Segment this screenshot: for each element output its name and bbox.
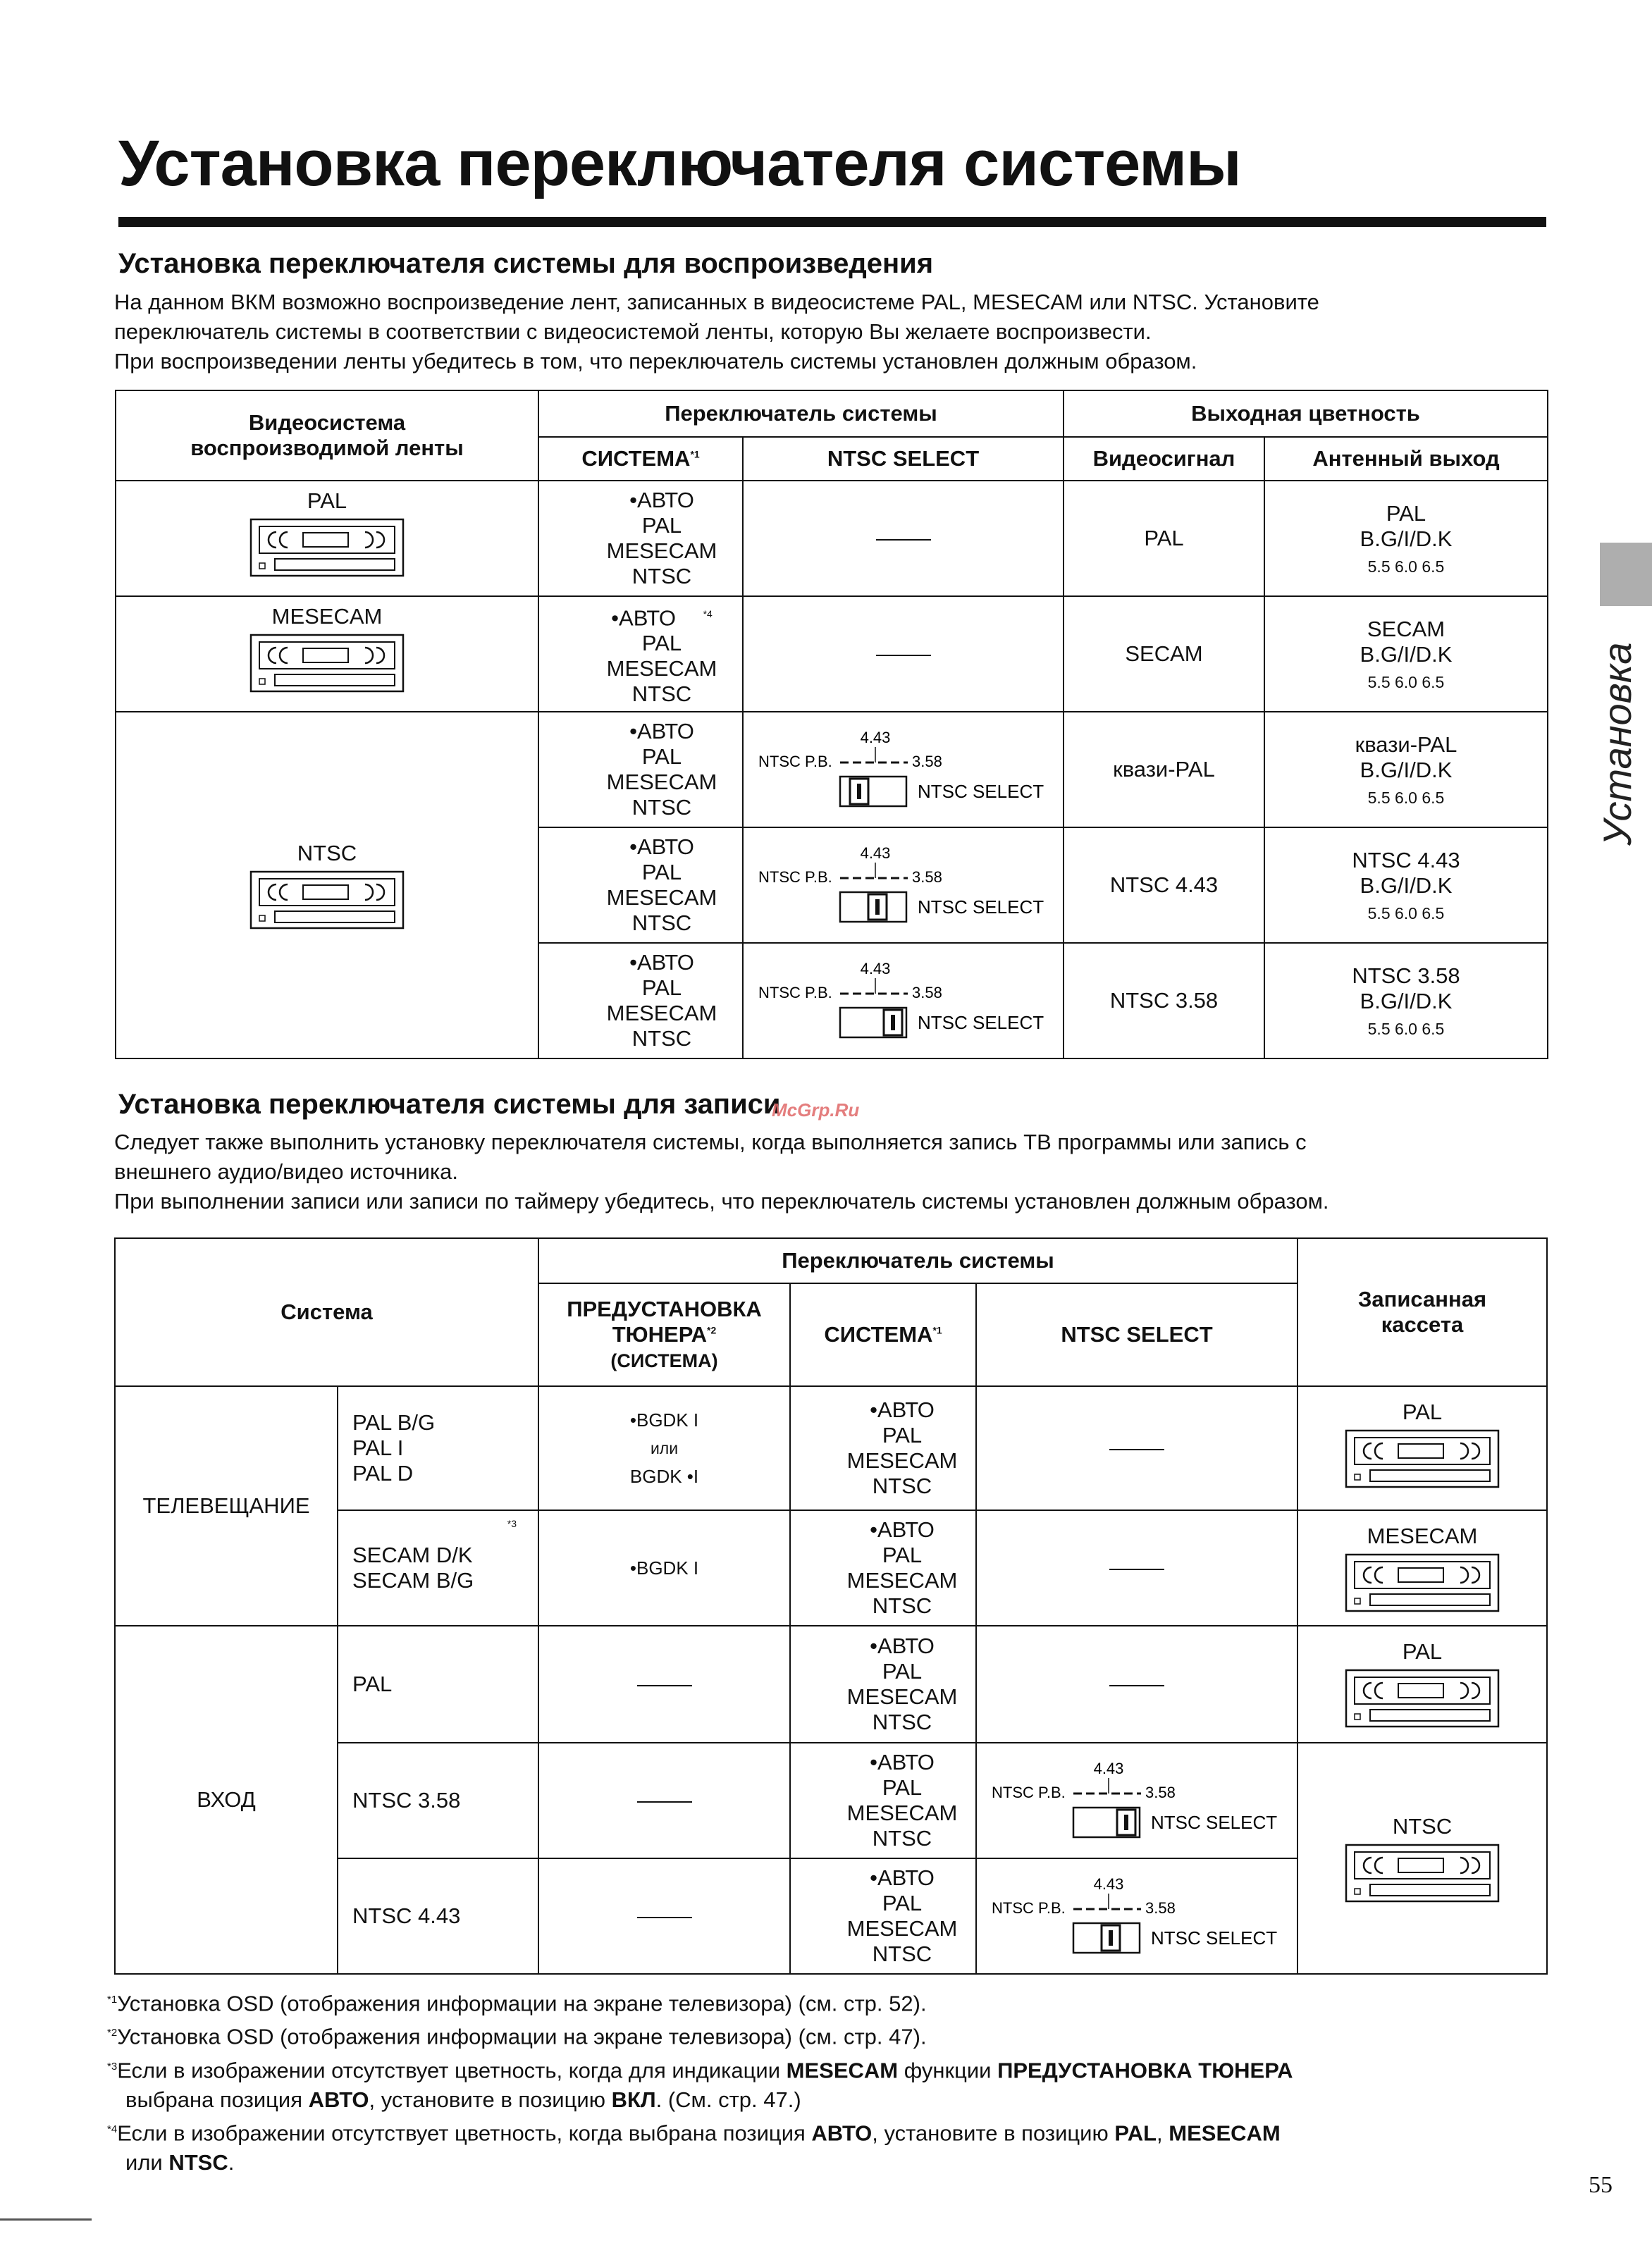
dash: [1109, 1569, 1164, 1570]
option-item: MESECAM: [846, 1448, 958, 1473]
table-row: [115, 1626, 1547, 1743]
option-item: NTSC: [631, 795, 692, 820]
video-signal-cell: квази-PAL: [1064, 712, 1264, 827]
side-tab-marker: [1600, 543, 1652, 606]
tuner-preset-cell: [538, 1626, 790, 1743]
option-item: MESECAM: [846, 1801, 958, 1825]
tuner-preset-cell: •BGDK I: [538, 1510, 790, 1626]
footnote-3: $^{*3}$Если в изображении отсутствует цветность, когда для индикации MESECAM функции ПРЕДУСТАНОВКА ТЮНЕРА: [107, 2057, 1293, 2082]
header-sistema: СИСТЕМА$^{*1}$: [790, 1283, 976, 1386]
cassette-icon: [1345, 1553, 1500, 1612]
switch-label-ntsc-select: NTSC SELECT: [917, 781, 1044, 802]
option-item: •АВТО: [629, 950, 694, 975]
option-item: •АВТО: [870, 1634, 935, 1658]
switch-label-ntsc-select: NTSC SELECT: [1151, 1812, 1278, 1833]
dash: [637, 1801, 692, 1803]
option-item: PAL: [882, 1775, 923, 1800]
playback-paragraph-line: На данном ВКМ возможно воспроизведение лент, записанных в видеосистеме PAL, MESECAM или NTSC. Установите: [114, 290, 1319, 314]
switch-label-358: 3.58: [911, 868, 942, 886]
option-item: •АВТО: [629, 834, 694, 859]
ntsc-select-cell: [743, 481, 1064, 596]
sistema-options: [790, 1386, 976, 1510]
option-item: MESECAM: [846, 1916, 958, 1941]
video-signal-cell: NTSC 3.58: [1064, 943, 1264, 1058]
footnote-3-cont: выбрана позиция АВТО, установите в позицию ВКЛ. (См. стр. 47.): [125, 2087, 801, 2112]
ntsc-select-cell: [743, 712, 1064, 827]
footnote-4: $^{*4}$Если в изображении отсутствует цветность, когда выбрана позиция АВТО, установите в позицию PAL, MESECAM: [107, 2120, 1281, 2146]
table-row: [115, 1386, 1547, 1510]
option-item: •АВТО: [629, 719, 694, 743]
option-item: NTSC: [631, 1026, 692, 1051]
option-item: NTSC: [872, 1941, 932, 1966]
header-sistema: СИСТЕМА$^{*1}$: [538, 437, 743, 481]
sistema-options: [538, 481, 743, 596]
switch-label-ntsc-select: NTSC SELECT: [917, 896, 1044, 918]
option-item: PAL: [641, 975, 682, 1000]
switch-label-358: 3.58: [911, 753, 942, 770]
table-row: [116, 712, 1548, 827]
switch-label-443: 4.43: [860, 729, 890, 746]
option-item: NTSC: [631, 681, 692, 707]
sistema-options: [538, 827, 743, 943]
header-tuner-preset: ПРЕДУСТАНОВКА ТЮНЕРА$^{*2}$ (СИСТЕМА): [538, 1283, 790, 1386]
option-item: PAL: [882, 1543, 923, 1567]
switch-label-ntsc-pb: NTSC P.B.: [758, 984, 832, 1001]
option-item: PAL: [641, 631, 682, 656]
record-paragraph: [114, 1128, 1552, 1216]
ntsc-select-switch: [756, 958, 1052, 1043]
sistema-options: [538, 943, 743, 1058]
option-item: NTSC: [631, 910, 692, 935]
dash: [637, 1917, 692, 1918]
option-item: •АВТО: [870, 1865, 935, 1890]
dash: [1109, 1685, 1164, 1686]
tape-cell: MESECAM: [116, 596, 538, 712]
option-item: MESECAM: [606, 770, 717, 794]
switch-label-ntsc-select: NTSC SELECT: [917, 1012, 1044, 1033]
record-heading: Установка переключателя системы для записи: [118, 1089, 781, 1120]
antenna-cell: NTSC 4.43 B.G/I/D.K 5.5 6.0 6.5: [1264, 827, 1548, 943]
record-paragraph-line: Следует также выполнить установку переключателя системы, когда выполняется запись ТВ программы или запись с: [114, 1130, 1307, 1154]
switch-label-443: 4.43: [1093, 1875, 1124, 1893]
header-video-signal: Видеосигнал: [1064, 437, 1264, 481]
header-recorded-cassette: Записанная кассета: [1297, 1238, 1547, 1386]
switch-label-358: 3.58: [1145, 1899, 1176, 1917]
option-item: MESECAM: [606, 885, 717, 910]
footnote-4-cont: или NTSC.: [125, 2150, 235, 2175]
svg-text:Установка: Установка: [1595, 642, 1639, 846]
antenna-cell: PAL B.G/I/D.K 5.5 6.0 6.5: [1264, 481, 1548, 596]
record-paragraph-line: При выполнении записи или записи по таймеру убедитесь, что переключатель системы установлен должным образом.: [114, 1189, 1329, 1214]
cassette-icon: [1345, 1429, 1500, 1488]
sistema-options: [790, 1858, 976, 1974]
tape-cell: NTSC: [116, 712, 538, 1058]
option-item: MESECAM: [606, 656, 717, 681]
option-item: PAL: [641, 513, 682, 538]
playback-paragraph-line: При воспроизведении ленты убедитесь в том, что переключатель системы установлен должным образом.: [114, 349, 1197, 374]
switch-label-443: 4.43: [1093, 1760, 1124, 1777]
option-item: PAL: [882, 1891, 923, 1915]
switch-label-443: 4.43: [860, 844, 890, 862]
ntsc-select-cell: [743, 596, 1064, 712]
switch-label-ntsc-pb: NTSC P.B.: [992, 1899, 1066, 1917]
cassette-cell: PAL: [1297, 1386, 1547, 1510]
header-switch: Переключатель системы: [538, 390, 1064, 437]
option-item: NTSC: [872, 1826, 932, 1851]
option-item: PAL: [882, 1423, 923, 1447]
ntsc-select-cell: [743, 827, 1064, 943]
playback-paragraph: [114, 288, 1552, 376]
switch-label-ntsc-select: NTSC SELECT: [1151, 1927, 1278, 1949]
sistema-options: [790, 1510, 976, 1626]
antenna-cell: SECAM B.G/I/D.K 5.5 6.0 6.5: [1264, 596, 1548, 712]
option-item: MESECAM: [606, 538, 717, 563]
video-signal-cell: PAL: [1064, 481, 1264, 596]
sistema-options: [538, 596, 743, 712]
option-item: •АВТО: [870, 1397, 935, 1422]
antenna-cell: квази-PAL B.G/I/D.K 5.5 6.0 6.5: [1264, 712, 1548, 827]
tuner-preset-cell: •BGDK I или BGDK •I: [538, 1386, 790, 1510]
title-rule: [118, 217, 1546, 227]
tape-cell: PAL: [116, 481, 538, 596]
ntsc-select-cell: [976, 1510, 1297, 1626]
header-output: Выходная цветность: [1064, 390, 1548, 437]
option-item: NTSC: [631, 564, 692, 588]
sistema-options: [790, 1743, 976, 1858]
header-switch: Переключатель системы: [538, 1238, 1297, 1283]
ntsc-select-cell: [976, 1626, 1297, 1743]
switch-label-443: 4.43: [860, 960, 890, 977]
system-cell: NTSC 3.58: [338, 1743, 538, 1858]
cassette-icon: [1345, 1844, 1500, 1903]
watermark: McGrp.Ru: [772, 1099, 860, 1120]
tuner-preset-cell: [538, 1743, 790, 1858]
record-table: [114, 1237, 1548, 1975]
sistema-options: [538, 712, 743, 827]
system-cell: PAL: [338, 1626, 538, 1743]
option-item: NTSC: [872, 1474, 932, 1498]
header-videosystem: Видеосистема воспроизводимой ленты: [116, 390, 538, 481]
cassette-cell: NTSC: [1297, 1743, 1547, 1974]
record-paragraph-line: внешнего аудио/видео источника.: [114, 1159, 459, 1184]
option-item: PAL: [641, 860, 682, 884]
ntsc-select-switch: [989, 1874, 1285, 1958]
switch-label-ntsc-pb: NTSC P.B.: [758, 868, 832, 886]
ntsc-select-cell: [976, 1386, 1297, 1510]
dash: [876, 539, 931, 541]
cassette-icon: [249, 518, 405, 577]
bottom-edge-line: [0, 2218, 92, 2221]
system-cell: NTSC 4.43: [338, 1858, 538, 1974]
switch-label-358: 3.58: [1145, 1784, 1176, 1801]
option-item: NTSC: [872, 1710, 932, 1734]
playback-table: [115, 390, 1548, 1059]
cassette-cell: MESECAM: [1297, 1510, 1547, 1626]
header-ntsc-select: NTSC SELECT: [743, 437, 1064, 481]
switch-label-ntsc-pb: NTSC P.B.: [758, 753, 832, 770]
cassette-icon: [249, 870, 405, 930]
tuner-preset-cell: [538, 1858, 790, 1974]
system-cell: PAL B/G PAL I PAL D: [338, 1386, 538, 1510]
video-signal-cell: SECAM: [1064, 596, 1264, 712]
footnote-1: $^{*1}$Установка OSD (отображения информации на экране телевизора) (см. стр. 52).: [107, 1991, 927, 2016]
side-tab-label: [1594, 620, 1651, 860]
group-input: ВХОД: [115, 1626, 338, 1974]
option-item: •АВТО $^{*4}$: [611, 605, 713, 631]
option-item: MESECAM: [606, 1001, 717, 1025]
dash: [637, 1685, 692, 1686]
sistema-options: [790, 1626, 976, 1743]
option-item: •АВТО: [870, 1750, 935, 1774]
ntsc-select-switch: [756, 727, 1052, 812]
option-item: PAL: [882, 1659, 923, 1684]
video-signal-cell: NTSC 4.43: [1064, 827, 1264, 943]
table-row: [116, 596, 1548, 712]
option-item: PAL: [641, 744, 682, 769]
page-number: 55: [1589, 2172, 1613, 2198]
option-item: NTSC: [872, 1593, 932, 1618]
playback-paragraph-line: переключатель системы в соответствии с видеосистемой ленты, которую Вы желаете воспроизвести.: [114, 319, 1152, 344]
table-row: [116, 481, 1548, 596]
cassette-icon: [249, 634, 405, 693]
option-item: •АВТО: [629, 488, 694, 512]
ntsc-select-cell: [743, 943, 1064, 1058]
ntsc-select-cell: [976, 1858, 1297, 1974]
group-tv: ТЕЛЕВЕЩАНИЕ: [115, 1386, 338, 1626]
option-item: MESECAM: [846, 1684, 958, 1709]
ntsc-select-switch: [756, 843, 1052, 927]
header-ntsc-select: NTSC SELECT: [976, 1283, 1297, 1386]
page-title: Установка переключателя системы: [118, 128, 1241, 199]
dash: [876, 655, 931, 656]
cassette-cell: PAL: [1297, 1626, 1547, 1743]
antenna-cell: NTSC 3.58 B.G/I/D.K 5.5 6.0 6.5: [1264, 943, 1548, 1058]
header-system: Система: [115, 1238, 538, 1386]
footnote-2: $^{*2}$Установка OSD (отображения информации на экране телевизора) (см. стр. 47).: [107, 2024, 927, 2049]
switch-label-358: 3.58: [911, 984, 942, 1001]
switch-label-ntsc-pb: NTSC P.B.: [992, 1784, 1066, 1801]
playback-heading: Установка переключателя системы для воспроизведения: [118, 248, 934, 279]
ntsc-select-cell: [976, 1743, 1297, 1858]
system-cell: *3 SECAM D/K SECAM B/G: [338, 1510, 538, 1626]
option-item: •АВТО: [870, 1517, 935, 1542]
header-antenna: Антенный выход: [1264, 437, 1548, 481]
cassette-icon: [1345, 1669, 1500, 1728]
option-item: MESECAM: [846, 1568, 958, 1593]
dash: [1109, 1449, 1164, 1450]
ntsc-select-switch: [989, 1758, 1285, 1843]
footnotes: [107, 1985, 1559, 2178]
